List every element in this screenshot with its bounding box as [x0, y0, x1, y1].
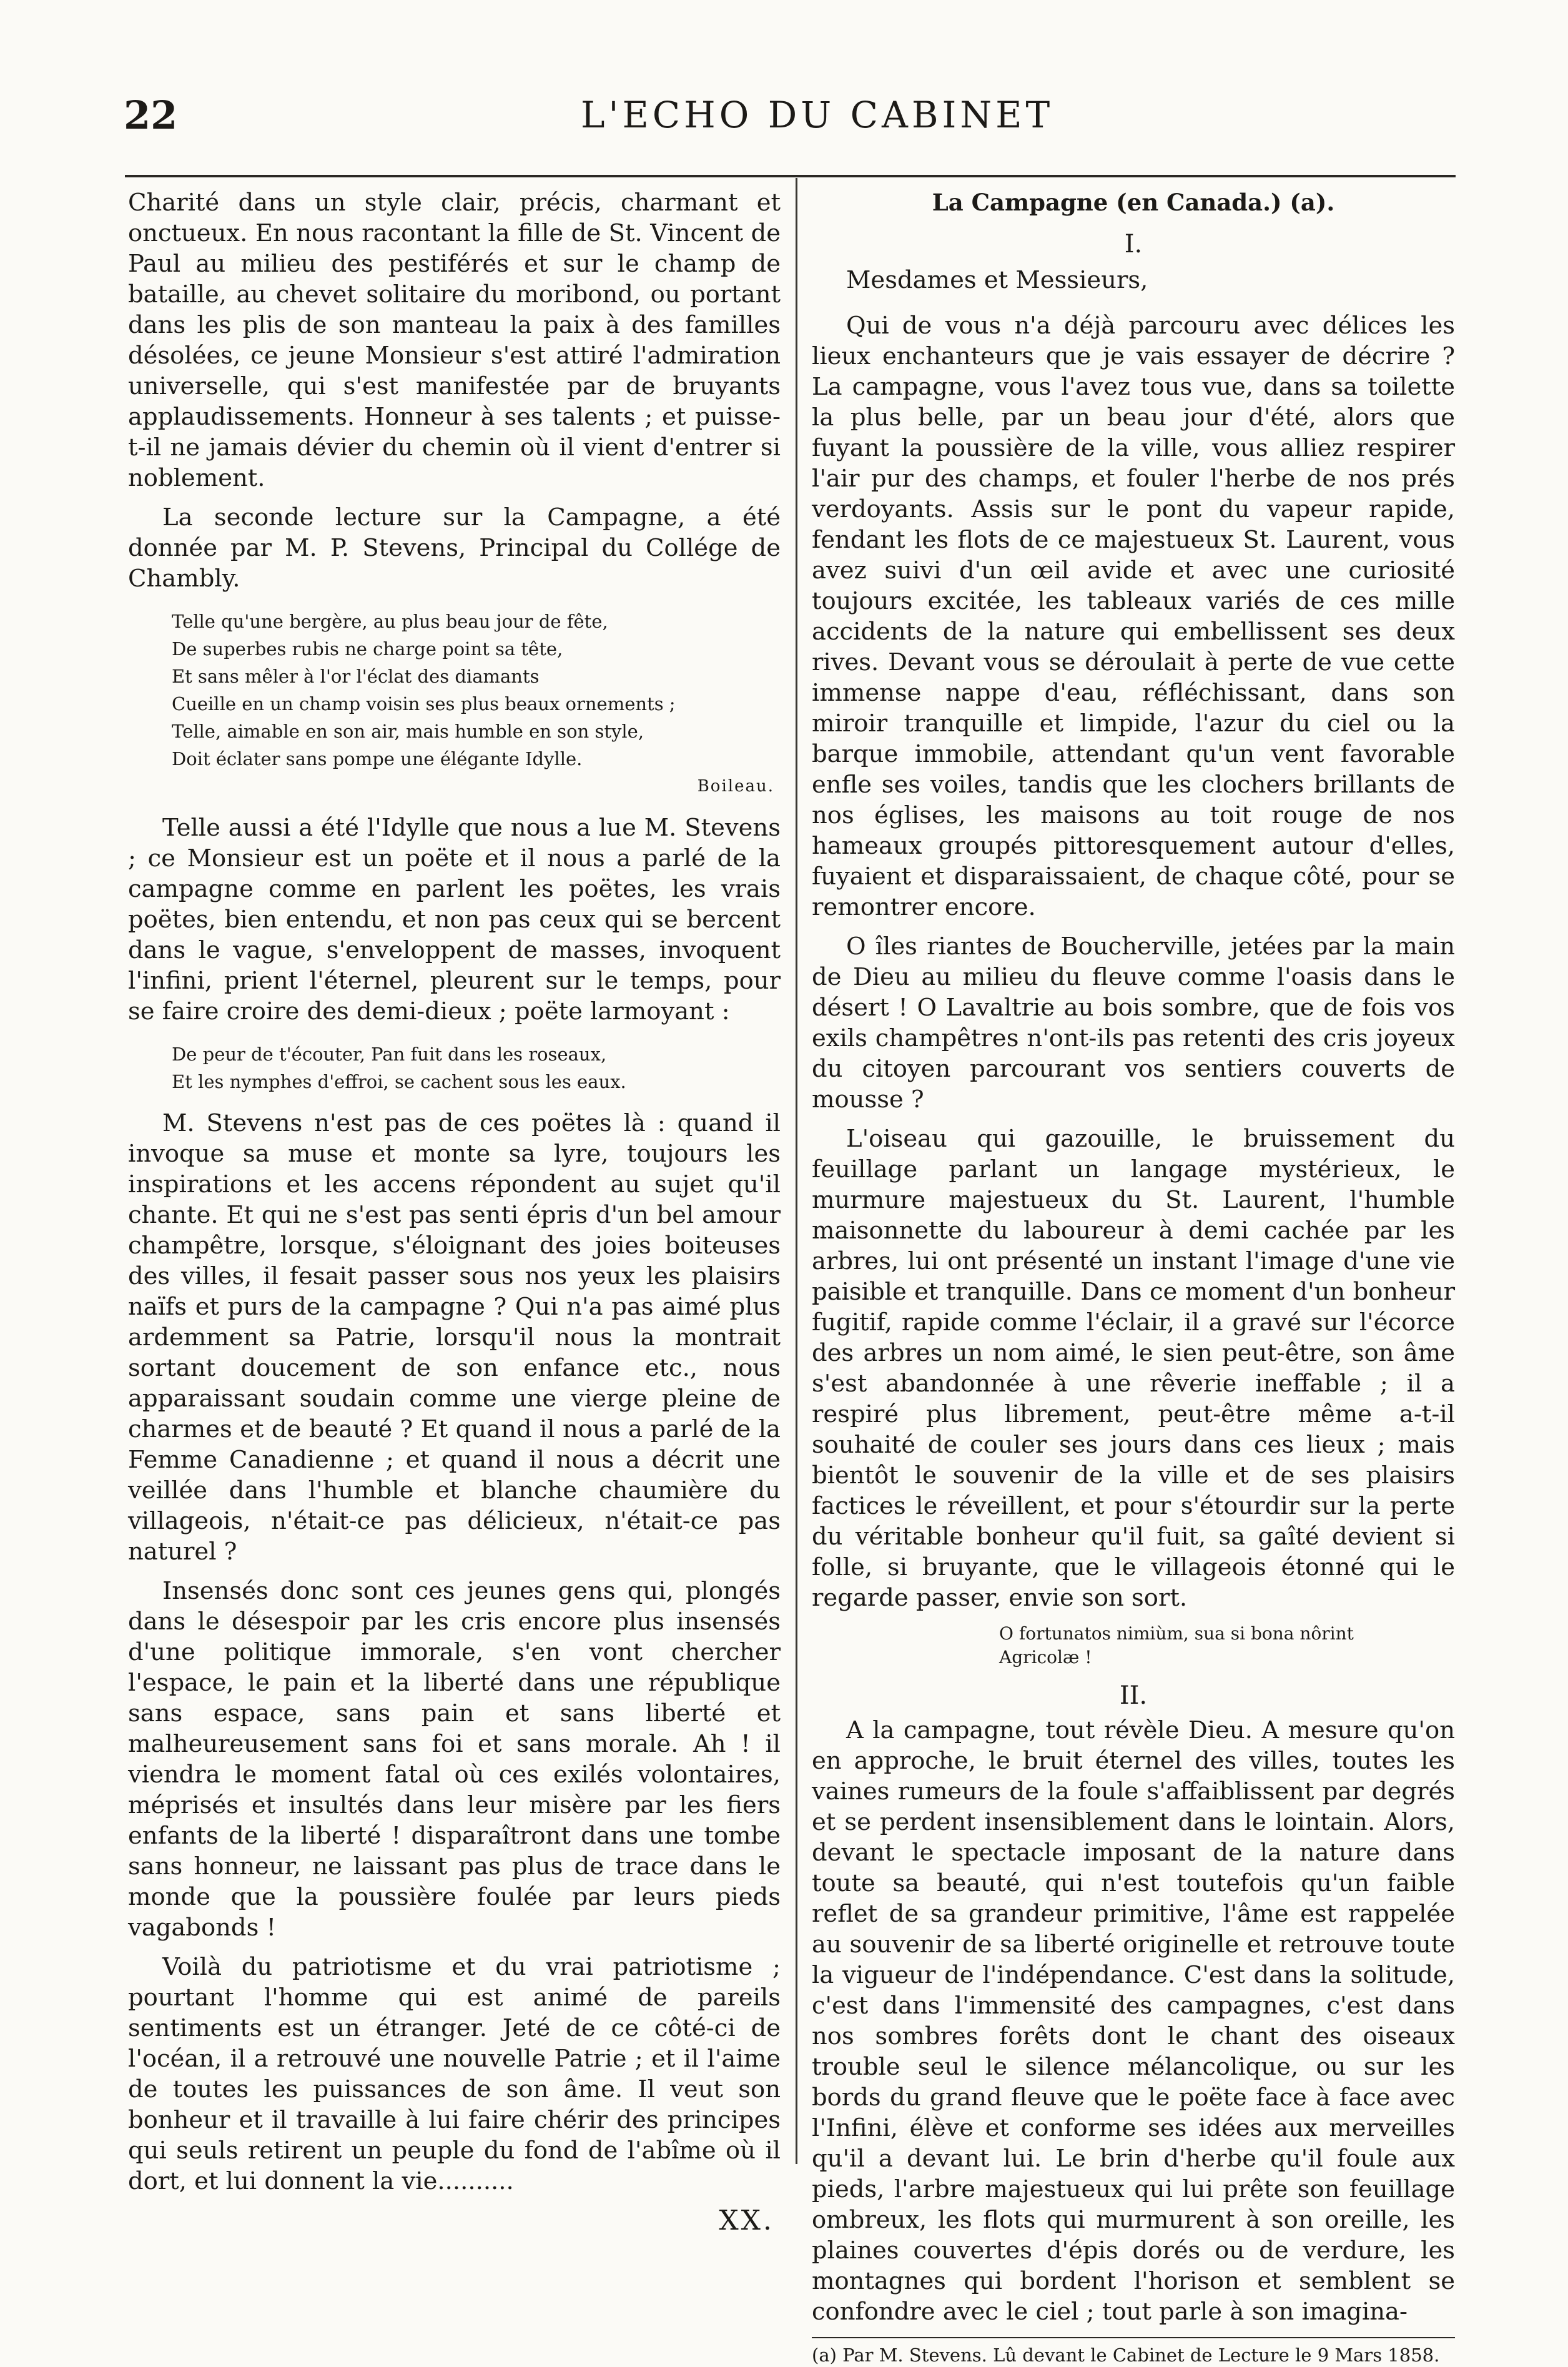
- verse-line: Telle qu'une bergère, au plus beau jour de fête,: [172, 611, 608, 632]
- right-paragraph-1: Qui de vous n'a déjà parcouru avec délices les lieux enchanteurs que je vais essayer de décrire ? La campagne, vous l'avez tous vue, dans sa toilette la plus belle, par un beau jour d'été, alors que fuyant la poussière de la ville, vous alliez respirer l'air pur des champs, et fouler l'herbe de nos prés verdoyants. Assis sur le pont du vapeur rapide, fendant les flots de ce majestueux St. Laurent, vous avez suivi d'un œil avide et avec une curiosité toujours excitée, les tableaux variés de ces mille accidents de la nature qui embellissent ses deux rives. Devant vous se déroulait à perte de vue cette immense nappe d'eau, réfléchissant, dans son miroir tranquille et limpide, l'azur du ciel ou la barque immobile, attendant qu'un vent favorable enfle ses voiles, tandis que les clochers brillants de nos églises, les maisons au toit rouge de nos hameaux groupés pittoresquement autour d'elles, fuyaient et disparaissaient, de chaque côté, pour se remontrer encore.: [812, 312, 1455, 921]
- footnote: (a) Par M. Stevens. Lû devant le Cabinet de Lecture le 9 Mars 1858.: [812, 2345, 1440, 2366]
- right-paragraph-4: A la campagne, tout révèle Dieu. A mesure qu'on en approche, le bruit éternel des villes, toutes les vaines rumeurs de la foule s'affaiblissent par degrés et se perdent insensiblement dans le lointain. Alors, devant le spectacle imposant de la nature dans toute sa beauté, qui n'est toutefois qu'un faible reflet de sa grandeur primitive, l'âme est rappelée au souvenir de sa liberté originelle et retrouve toute la vigueur de l'indépendance. C'est dans la solitude, c'est dans l'immensité des campagnes, c'est dans nos sombres forêts dont le chant des oiseaux trouble seul le silence mélancolique, ou sur les bords du grand fleuve que le poëte face à face avec l'Infini, élève et conforme ses idées aux merveilles qu'il a devant lui. Le brin d'herbe qu'il foule aux pieds, l'arbre majestueux qui lui prête son feuillage ombreux, les flots qui murmurent à son oreille, les plaines couvertes d'épis dorés ou de verdure, les montagnes qui bordent l'horison et semblent se confondre avec le ciel ; tout parle à son imagina-: [812, 1716, 1455, 2326]
- left-paragraph-5: Insensés donc sont ces jeunes gens qui, plongés dans le désespoir par les cris encore plus insensés d'une politique immorale, s'en vont chercher l'espace, le pain et la liberté dans une république sans espace, sans pain et sans liberté et malheureusement sans foi et sans morale. Ah ! il viendra le moment fatal où ces exilés volontaires, méprisés et insultés dans leur misère par les fiers enfants de la liberté ! disparaîtront dans une tombe sans honneur, ne laissant pas plus de trace dans le monde que la poussière foulée par leurs pieds vagabonds !: [128, 1577, 781, 1942]
- right-column: [812, 187, 1455, 2367]
- verse-line: Cueille en un champ voisin ses plus beaux ornements ;: [172, 693, 676, 714]
- pan-verse: [172, 1040, 781, 1095]
- footnote-rule: [812, 2337, 1455, 2338]
- verse-line: De superbes rubis ne charge point sa tête,: [172, 638, 563, 660]
- left-paragraph-1: Charité dans un style clair, précis, charmant et onctueux. En nous racontant la fille de St. Vincent de Paul au milieu des pestiférés et sur le champ de bataille, au chevet solitaire du moribond, ou portant dans les plis de son manteau la paix à des familles désolées, ce jeune Monsieur s'est attiré l'admiration universelle, qui s'est manifestée par de bruyants applaudissements. Honneur à ses talents ; et puisse-t-il ne jamais dévier du chemin où il vient d'entrer si noblement.: [128, 189, 781, 492]
- right-paragraph-3: L'oiseau qui gazouille, le bruissement du feuillage parlant un langage mystérieux, le murmure majestueux du St. Laurent, l'humble maisonnette du laboureur à demi cachée par les arbres, lui ont présenté un instant l'image d'une vie paisible et tranquille. Dans ce moment d'un bonheur fugitif, rapide comme l'éclair, il a gravé sur l'écorce des arbres un nom aimé, le sien peut-être, son âme s'est abandonnée à une rêverie ineffable ; il a respiré plus librement, peut-être même a-t-il souhaité de couler ses jours dans ces lieux ; mais bientôt le souvenir de la ville et de ses plaisirs factices le réveillent, et pour s'étourdir sur la perte du véritable bonheur qu'il fuit, sa gaîté devient si folle, si bruyante, que le villageois étonné qui le regarde passer, envie son sort.: [812, 1125, 1455, 1612]
- latin-line: O fortunatos nimiùm, sua si bona nôrint: [999, 1623, 1354, 1644]
- article-title: La Campagne (en Canada.) (a).: [932, 189, 1335, 216]
- left-paragraph-6: Voilà du patriotisme et du vrai patriotisme ; pourtant l'homme qui est animé de pareils sentiments est un étranger. Jeté de ce côté-ci de l'océan, il a retrouvé une nouvelle Patrie ; et il l'aime de toutes les puissances de son âme. Il veut son bonheur et il travaille à lui faire chérir des principes qui seuls retirent un peuple du fond de l'abîme où il dort, et lui donnent la vie..........: [128, 1953, 781, 2195]
- left-paragraph-3: Telle aussi a été l'Idylle que nous a lue M. Stevens ; ce Monsieur est un poëte et il nous a parlé de la campagne comme en parlent les poëtes, les vrais poëtes, bien entendu, et non pas ceux qui se bercent dans le vague, s'enveloppent de masses, invoquent l'infini, prient l'éternel, pleurent sur le temps, pour se faire croire des demi-dieux ; poëte larmoyant :: [128, 814, 781, 1025]
- page-number: 22: [124, 92, 178, 138]
- boileau-verse: [172, 608, 781, 800]
- header-rule: [125, 175, 1456, 177]
- right-paragraph-2: O îles riantes de Boucherville, jetées par la main de Dieu au milieu du fleuve comme l'oasis dans le désert ! O Lavaltrie au bois sombre, que de fois vos exils champêtres n'ont-ils pas retenti des cris joyeux du citoyen parcourant vos sentiers couverts de mousse ?: [812, 932, 1455, 1114]
- verse-line: Telle, aimable en son air, mais humble en son style,: [172, 721, 644, 742]
- left-column: [128, 187, 781, 2236]
- verse-line: Doit éclater sans pompe une élégante Idylle.: [172, 748, 583, 769]
- verse-attribution: Boileau.: [697, 777, 774, 796]
- salutation: Mesdames et Messieurs,: [846, 266, 1148, 294]
- verse-line: De peur de t'écouter, Pan fuit dans les roseaux,: [172, 1044, 607, 1065]
- verse-line: Et sans mêler à l'or l'éclat des diamants: [172, 666, 540, 687]
- left-paragraph-2: La seconde lecture sur la Campagne, a été donnée par M. P. Stevens, Principal du Collége de Chambly.: [128, 503, 781, 593]
- verse-line: Et les nymphes d'effroi, se cachent sous les eaux.: [172, 1071, 626, 1092]
- left-paragraph-4: M. Stevens n'est pas de ces poëtes là : quand il invoque sa muse et monte sa lyre, toujours les inspirations et les accens répondent au sujet qu'il chante. Et qui ne s'est pas senti épris d'un bel amour champêtre, lorsque, s'éloignant des joies boiteuses des villes, il fesait passer sous nos yeux les plaisirs naïfs et purs de la campagne ? Qui n'a pas aimé plus ardemment sa Patrie, lorsqu'il nous la montrait sortant doucement de son enfance etc., nous apparaissant soudain comme une vierge pleine de charmes et de beauté ? Et quand il nous a parlé de la Femme Canadienne ; et quand il nous a décrit une veillée dans l'humble et blanche chaumière du villageois, n'était-ce pas délicieux, n'était-ce pas naturel ?: [128, 1109, 781, 1566]
- latin-line: Agricolæ !: [999, 1647, 1092, 1668]
- running-title: L'ECHO DU CABINET: [581, 94, 1054, 136]
- section-numeral-1: I.: [1124, 230, 1143, 259]
- latin-quote: [999, 1622, 1455, 1669]
- section-numeral-2: II.: [1119, 1681, 1148, 1710]
- signature: XX.: [719, 2205, 774, 2236]
- column-divider: [796, 178, 797, 2164]
